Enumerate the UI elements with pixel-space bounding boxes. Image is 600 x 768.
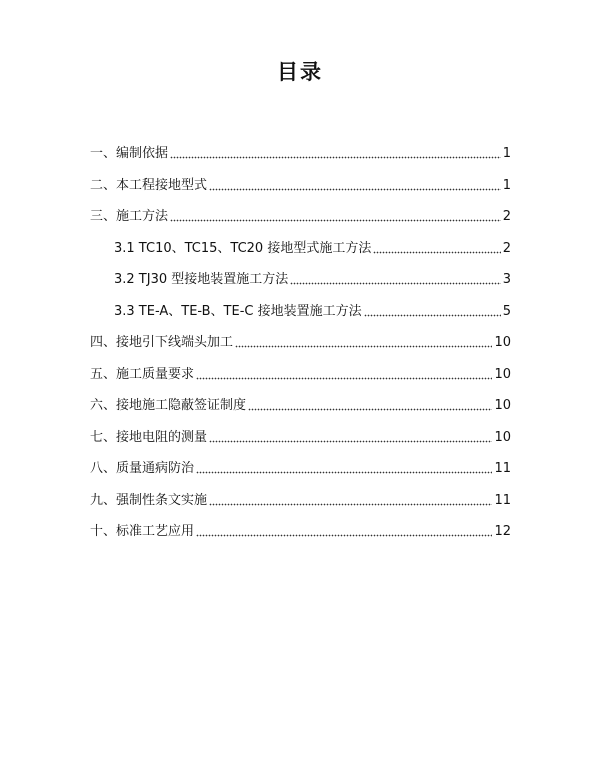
- toc-entry[interactable]: [90, 334, 511, 352]
- dot-leader: [373, 244, 500, 254]
- toc-entry-label: 八、质量通病防治: [90, 461, 195, 476]
- toc-entry-label: 十、标准工艺应用: [90, 524, 195, 539]
- toc-entry[interactable]: [90, 460, 511, 478]
- toc-entry-page-number: 2: [502, 209, 511, 224]
- dot-leader: [196, 464, 492, 474]
- dot-leader: [170, 149, 501, 159]
- toc-entry-page-number: 1: [502, 146, 511, 161]
- toc-entry-page-number: 11: [494, 493, 511, 508]
- dot-leader: [196, 370, 492, 380]
- toc-entry[interactable]: [114, 303, 511, 321]
- toc-entry-page-number: 10: [494, 335, 511, 350]
- toc-entry[interactable]: [114, 240, 511, 258]
- toc-entry-label: 3.3 TE-A、TE-B、TE-C 接地装置施工方法: [114, 304, 362, 319]
- toc-entry[interactable]: [90, 366, 511, 384]
- toc-entry-page-number: 5: [502, 304, 511, 319]
- toc-entry-page-number: 12: [494, 524, 511, 539]
- toc-entry[interactable]: [114, 271, 511, 289]
- toc-entry[interactable]: [90, 208, 511, 226]
- toc-entry-page-number: 10: [494, 367, 511, 382]
- dot-leader: [209, 496, 492, 506]
- toc-entry-label: 四、接地引下线端头加工: [90, 335, 234, 350]
- toc-entry-label: 五、施工质量要求: [90, 367, 195, 382]
- dot-leader: [196, 527, 492, 537]
- toc-entry[interactable]: [90, 429, 511, 447]
- dot-leader: [170, 212, 501, 222]
- toc-entry-label: 九、强制性条文实施: [90, 493, 208, 508]
- toc-entry-label: 六、接地施工隐蔽签证制度: [90, 398, 247, 413]
- toc-entry-label: 七、接地电阻的测量: [90, 430, 208, 445]
- toc-entry-page-number: 2: [502, 241, 511, 256]
- page-title: 目录: [277, 60, 323, 84]
- dot-leader: [209, 433, 492, 443]
- dot-leader: [364, 307, 501, 317]
- dot-leader: [290, 275, 500, 285]
- toc-entry[interactable]: [90, 177, 511, 195]
- toc-entry[interactable]: [90, 397, 511, 415]
- toc-entry-page-number: 11: [494, 461, 511, 476]
- toc-entry-page-number: 3: [502, 272, 511, 287]
- toc-entry-page-number: 10: [494, 398, 511, 413]
- dot-leader: [209, 181, 501, 191]
- toc-entry[interactable]: [90, 492, 511, 510]
- toc-entry[interactable]: [90, 145, 511, 163]
- dot-leader: [235, 338, 492, 348]
- toc-entry-label: 3.2 TJ30 型接地装置施工方法: [114, 272, 289, 287]
- toc-entry-label: 三、施工方法: [90, 209, 169, 224]
- toc-entry-page-number: 10: [494, 430, 511, 445]
- toc-entry-label: 3.1 TC10、TC15、TC20 接地型式施工方法: [114, 241, 372, 256]
- toc-entry-label: 一、编制依据: [90, 146, 169, 161]
- toc-entry-page-number: 1: [502, 178, 511, 193]
- dot-leader: [248, 401, 492, 411]
- toc-entry[interactable]: [90, 523, 511, 541]
- toc-entry-label: 二、本工程接地型式: [90, 178, 208, 193]
